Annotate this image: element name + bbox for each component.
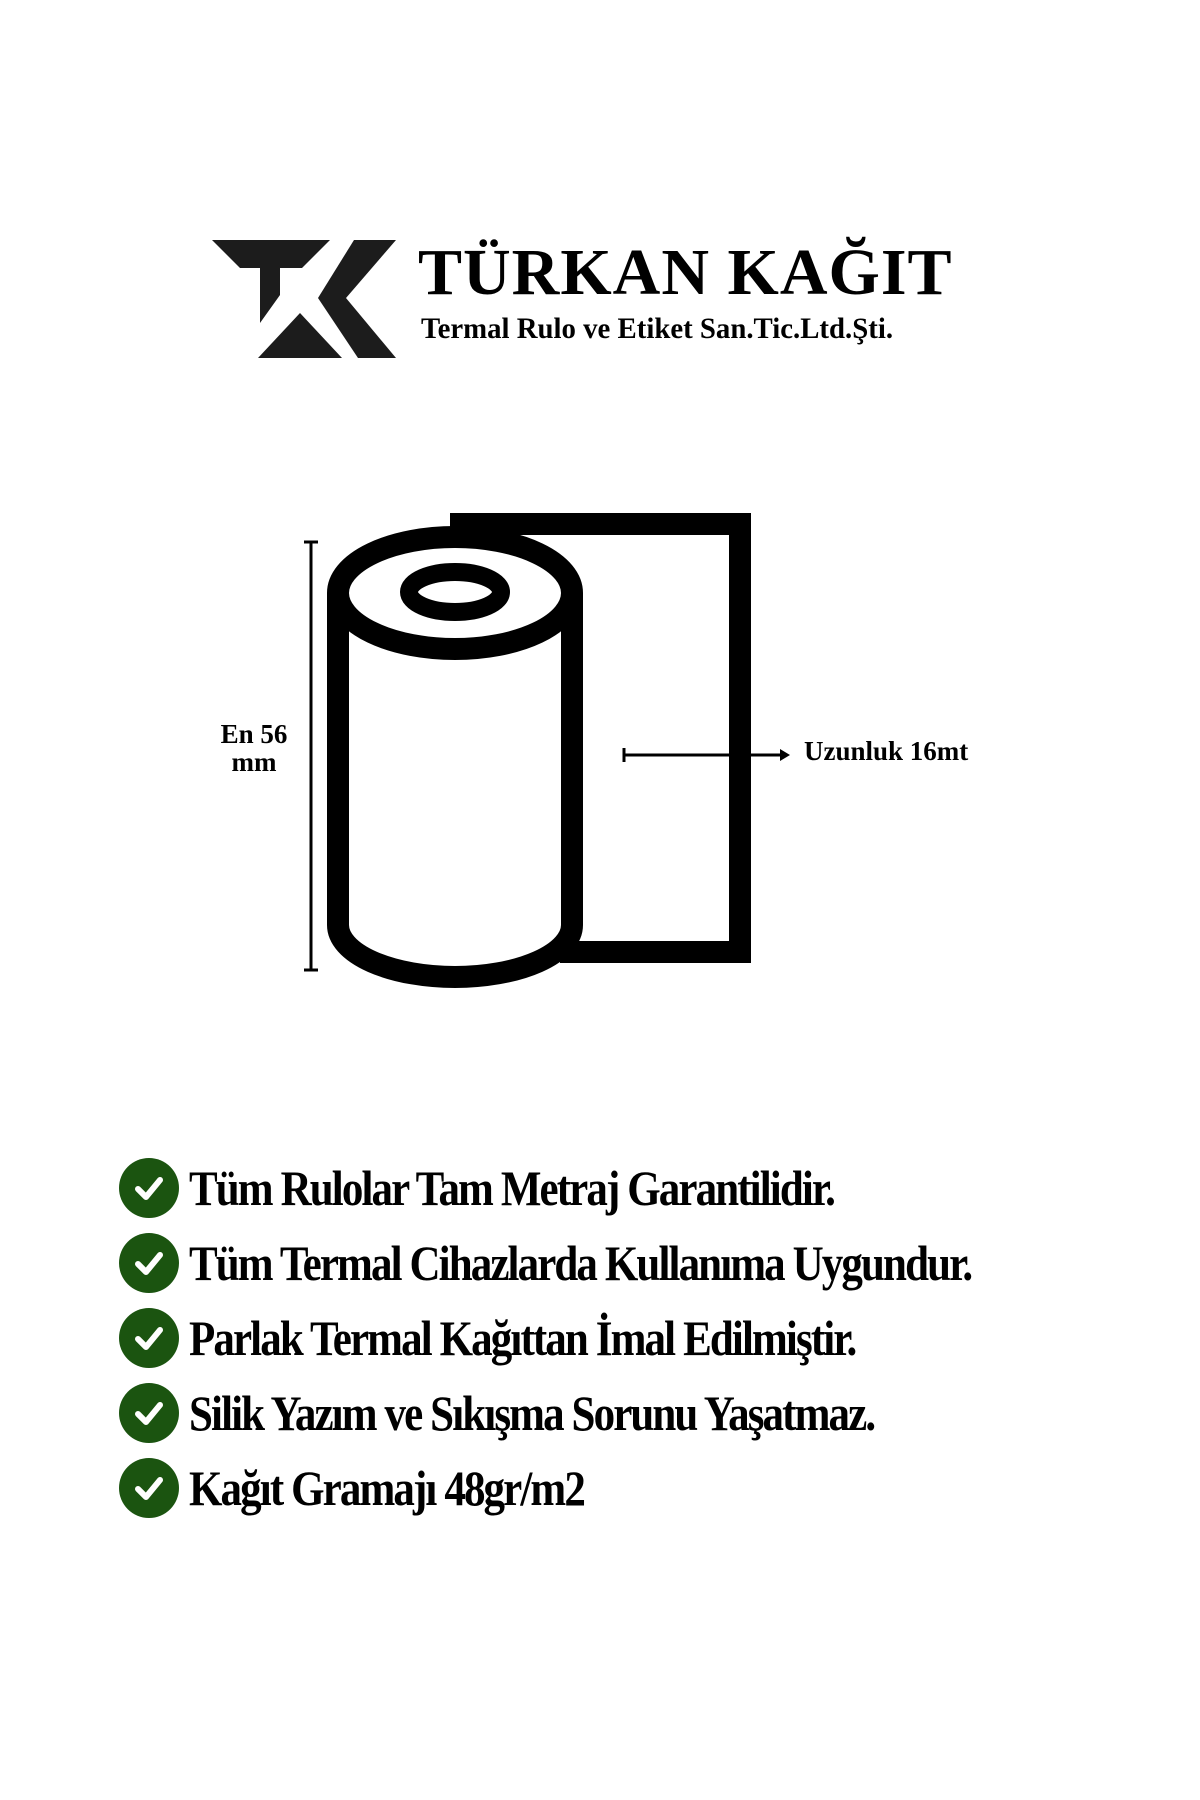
feature-item [119,1150,1119,1225]
feature-list [119,1150,1119,1525]
feature-text: Tüm Rulolar Tam Metraj Garantilidir. [189,1159,834,1216]
brand-subtitle: Termal Rulo ve Etiket San.Tic.Ltd.Şti. [421,312,894,345]
brand-title: TÜRKAN KAĞIT [418,236,953,309]
feature-item [119,1300,1119,1375]
width-label-unit: mm [231,747,277,777]
check-circle-icon [119,1383,179,1443]
feature-text: Silik Yazım ve Sıkışma Sorunu Yaşatmaz. [189,1384,875,1441]
width-label [208,720,300,776]
tk-monogram-icon [212,240,396,358]
feature-item [119,1375,1119,1450]
thermal-paper-roll-icon [280,510,800,1010]
length-arrow [624,748,782,762]
check-circle-icon [119,1158,179,1218]
feature-text: Parlak Termal Kağıttan İmal Edilmiştir. [189,1309,856,1366]
feature-text: Tüm Termal Cihazlarda Kullanıma Uygundur. [189,1234,972,1291]
check-circle-icon [119,1458,179,1518]
check-circle-icon [119,1233,179,1293]
feature-item [119,1225,1119,1300]
width-label-value: En 56 [220,719,288,749]
width-dimension-line [304,542,318,970]
length-label: Uzunluk 16mt [804,736,969,766]
feature-item [119,1450,1119,1525]
feature-text: Kağıt Gramajı 48gr/m2 [189,1459,584,1516]
check-circle-icon [119,1308,179,1368]
